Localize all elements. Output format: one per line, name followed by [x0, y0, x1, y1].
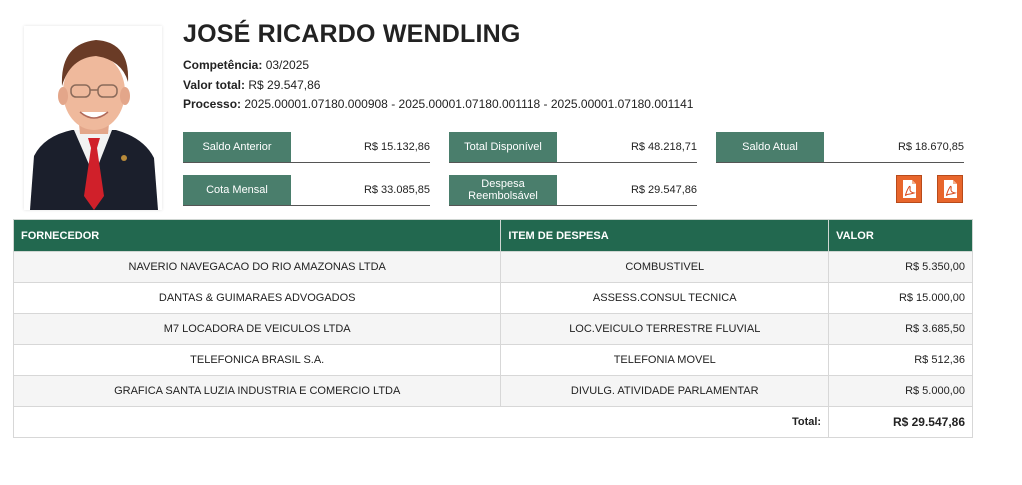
table-row	[14, 314, 973, 345]
valor-cell: R$ 3.685,50	[829, 314, 973, 345]
item-despesa-cell: TELEFONIA MOVEL	[501, 345, 829, 376]
valor-cell: R$ 512,36	[829, 345, 973, 376]
cota-mensal-label: Cota Mensal	[183, 175, 291, 205]
valor-cell: R$ 15.000,00	[829, 283, 973, 314]
pdf-icon	[938, 176, 962, 202]
pdf-icon	[897, 176, 921, 202]
fornecedor-cell: NAVERIO NAVEGACAO DO RIO AMAZONAS LTDA	[14, 252, 501, 283]
processo-value: 2025.00001.07180.000908 - 2025.00001.07180.001118 - 2025.00001.07180.001141	[244, 97, 694, 111]
fornecedor-cell: TELEFONICA BRASIL S.A.	[14, 345, 501, 376]
table-row	[14, 252, 973, 283]
total-disponivel-label: Total Disponível	[449, 132, 557, 162]
table-row	[14, 283, 973, 314]
saldo-anterior-label: Saldo Anterior	[183, 132, 291, 162]
pdf-download-button-2[interactable]	[937, 175, 963, 203]
saldo-anterior-box	[183, 132, 430, 163]
valor-total-label: Valor total:	[183, 78, 246, 92]
processo-line	[183, 97, 693, 111]
valor-total-line	[183, 78, 320, 92]
total-disponivel-box	[449, 132, 697, 163]
fornecedor-cell: GRAFICA SANTA LUZIA INDUSTRIA E COMERCIO LTDA	[14, 376, 501, 407]
item-despesa-cell: LOC.VEICULO TERRESTRE FLUVIAL	[501, 314, 829, 345]
table-row	[14, 345, 973, 376]
header-fornecedor: FORNECEDOR	[14, 220, 501, 252]
item-despesa-cell: ASSESS.CONSUL TECNICA	[501, 283, 829, 314]
pdf-download-button-1[interactable]	[896, 175, 922, 203]
processo-label: Processo:	[183, 97, 242, 111]
valor-total-value: R$ 29.547,86	[248, 78, 321, 92]
competencia-label: Competência:	[183, 58, 263, 72]
fornecedor-cell: M7 LOCADORA DE VEICULOS LTDA	[14, 314, 501, 345]
cota-mensal-box	[183, 175, 430, 206]
header-item-despesa: ITEM DE DESPESA	[501, 220, 829, 252]
competencia-value: 03/2025	[265, 58, 310, 72]
despesa-reembolsavel-value: R$ 29.547,86	[630, 184, 697, 196]
profile-photo	[24, 26, 162, 210]
table-total-row	[14, 407, 973, 438]
expense-table	[13, 219, 973, 438]
valor-cell: R$ 5.350,00	[829, 252, 973, 283]
saldo-atual-label: Saldo Atual	[716, 132, 824, 162]
total-disponivel-value: R$ 48.218,71	[630, 141, 697, 153]
table-header-row	[14, 220, 973, 252]
cota-mensal-value: R$ 33.085,85	[363, 184, 430, 196]
saldo-anterior-value: R$ 15.132,86	[363, 141, 430, 153]
fornecedor-cell: DANTAS & GUIMARAES ADVOGADOS	[14, 283, 501, 314]
competencia-line	[183, 58, 309, 72]
item-despesa-cell: COMBUSTIVEL	[501, 252, 829, 283]
despesa-reembolsavel-box	[449, 175, 697, 206]
saldo-atual-value: R$ 18.670,85	[897, 141, 964, 153]
valor-cell: R$ 5.000,00	[829, 376, 973, 407]
saldo-atual-box	[716, 132, 964, 163]
item-despesa-cell: DIVULG. ATIVIDADE PARLAMENTAR	[501, 376, 829, 407]
total-label: Total:	[14, 407, 829, 438]
despesa-reembolsavel-label: Despesa Reembolsável	[449, 175, 557, 205]
total-value: R$ 29.547,86	[829, 407, 973, 438]
table-row	[14, 376, 973, 407]
header-valor: VALOR	[829, 220, 973, 252]
page-title: JOSÉ RICARDO WENDLING	[183, 20, 521, 48]
